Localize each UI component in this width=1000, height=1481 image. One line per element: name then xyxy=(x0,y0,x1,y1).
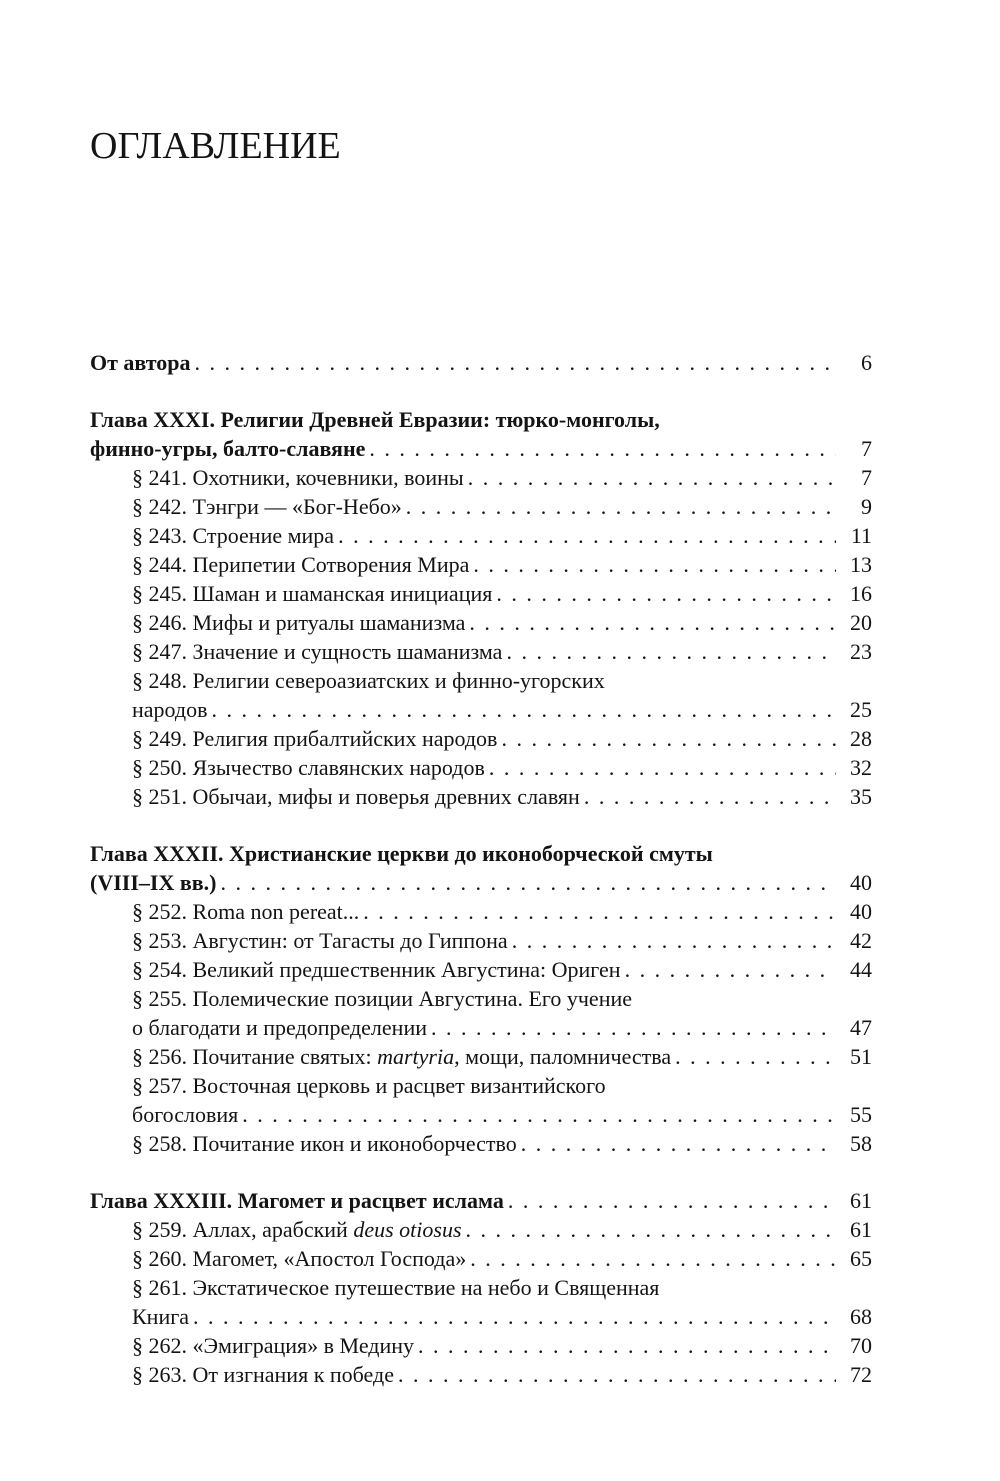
page-number: 44 xyxy=(850,957,872,982)
leader-dots xyxy=(496,579,836,608)
section-title: § 258. Почитание икон и иконоборчество xyxy=(132,1131,517,1156)
page-number: 58 xyxy=(850,1131,872,1156)
section-title xyxy=(132,1042,671,1071)
toc-section-261[interactable] xyxy=(90,1273,872,1302)
table-of-contents xyxy=(90,348,872,1389)
section-title-line: о благодати и предопределении xyxy=(132,1015,427,1040)
section-title: § 251. Обычаи, мифы и поверья древних славян xyxy=(132,784,580,809)
section-title-line: Книга xyxy=(132,1304,190,1329)
page-number: 55 xyxy=(850,1102,872,1127)
page-number: 6 xyxy=(861,350,872,375)
leader-dots xyxy=(212,695,837,724)
page-number: 65 xyxy=(850,1246,872,1271)
section-title: § 249. Религия прибалтийских народов xyxy=(132,726,498,751)
leader-dots xyxy=(469,608,836,637)
chapter-title: Глава XXXIII. Магомет и расцвет ислама xyxy=(90,1188,504,1213)
section-title-italic: martyria xyxy=(377,1044,455,1069)
leader-dots xyxy=(521,1129,836,1158)
section-title: § 241. Охотники, кочевники, воины xyxy=(132,465,464,490)
page-title: ОГЛАВЛЕНИЕ xyxy=(90,125,341,167)
toc-section-258[interactable] xyxy=(90,1129,872,1158)
page-number: 7 xyxy=(861,465,872,490)
section-title-italic: deus otiosus xyxy=(353,1217,462,1242)
page-number: 28 xyxy=(850,726,872,751)
toc-entry-title: От автора xyxy=(90,350,191,375)
leader-dots xyxy=(193,1302,836,1331)
leader-dots xyxy=(242,1100,836,1129)
leader-dots xyxy=(363,897,836,926)
page-number: 61 xyxy=(850,1188,872,1213)
toc-section-253[interactable] xyxy=(90,926,872,955)
leader-dots xyxy=(338,521,836,550)
leader-dots xyxy=(468,463,836,492)
chapter-heading-31[interactable] xyxy=(90,405,872,434)
section-title: § 263. От изгнания к победе xyxy=(132,1362,394,1387)
leader-dots xyxy=(431,1013,836,1042)
leader-dots xyxy=(369,434,836,463)
page-number: 11 xyxy=(850,523,872,548)
toc-section-245[interactable] xyxy=(90,579,872,608)
section-title-line: § 257. Восточная церковь и расцвет византийского xyxy=(132,1073,606,1098)
page-number: 25 xyxy=(850,697,872,722)
page-number: 9 xyxy=(861,494,872,519)
section-title: § 246. Мифы и ритуалы шаманизма xyxy=(132,610,466,635)
toc-section-241[interactable] xyxy=(90,463,872,492)
leader-dots xyxy=(195,348,836,377)
leader-dots xyxy=(506,637,836,666)
section-title: § 260. Магомет, «Апостол Господа» xyxy=(132,1246,467,1271)
leader-dots xyxy=(466,1215,836,1244)
leader-dots xyxy=(512,926,836,955)
toc-section-252[interactable] xyxy=(90,897,872,926)
section-title-line: § 255. Полемические позиции Августина. Его учение xyxy=(132,986,633,1011)
toc-section-247[interactable] xyxy=(90,637,872,666)
chapter-title-line: Глава XXXI. Религии Древней Евразии: тюрко-монголы, xyxy=(90,407,660,432)
toc-section-250[interactable] xyxy=(90,753,872,782)
page-number: 61 xyxy=(850,1217,872,1242)
leader-dots xyxy=(489,753,836,782)
section-title: § 245. Шаман и шаманская инициация xyxy=(132,581,493,606)
section-title: § 253. Августин: от Тагасты до Гиппона xyxy=(132,928,508,953)
page-number: 16 xyxy=(850,581,872,606)
page-number: 7 xyxy=(861,436,872,461)
page-number: 20 xyxy=(850,610,872,635)
toc-section-242[interactable] xyxy=(90,492,872,521)
toc-section-262[interactable] xyxy=(90,1331,872,1360)
leader-dots xyxy=(501,724,836,753)
section-title-line: богословия xyxy=(132,1102,239,1127)
chapter-title-line: Глава XXXII. Христианские церкви до иконоборческой смуты xyxy=(90,841,713,866)
toc-section-251[interactable] xyxy=(90,782,872,811)
toc-section-248-cont[interactable] xyxy=(90,695,872,724)
section-title-prefix: § 259. Аллах, арабский xyxy=(132,1217,354,1242)
section-title-line: народов xyxy=(132,697,208,722)
toc-section-257[interactable] xyxy=(90,1071,872,1100)
section-title: § 252. Roma non pereat... xyxy=(132,899,360,924)
toc-section-263[interactable] xyxy=(90,1360,872,1389)
section-title-line: § 248. Религии североазиатских и финно-угорских xyxy=(132,668,605,693)
leader-dots xyxy=(220,868,836,897)
page-number: 68 xyxy=(850,1304,872,1329)
leader-dots xyxy=(418,1331,836,1360)
section-title: § 247. Значение и сущность шаманизма xyxy=(132,639,503,664)
chapter-heading-32-cont[interactable] xyxy=(90,868,872,897)
leader-dots xyxy=(675,1042,836,1071)
leader-dots xyxy=(508,1186,836,1215)
page-number: 35 xyxy=(850,784,872,809)
leader-dots xyxy=(625,955,836,984)
chapter-heading-31-cont[interactable] xyxy=(90,434,872,463)
chapter-title-line: финно-угры, балто-славяне xyxy=(90,436,366,461)
toc-section-255-cont[interactable] xyxy=(90,1013,872,1042)
section-title: § 243. Строение мира xyxy=(132,523,335,548)
page-number: 47 xyxy=(850,1015,872,1040)
page-number: 42 xyxy=(850,928,872,953)
toc-section-260[interactable] xyxy=(90,1244,872,1273)
page-number: 70 xyxy=(850,1333,872,1358)
chapter-heading-32[interactable] xyxy=(90,839,872,868)
section-title: § 242. Тэнгри — «Бог-Небо» xyxy=(132,494,402,519)
toc-section-244[interactable] xyxy=(90,550,872,579)
chapter-heading-33[interactable] xyxy=(90,1186,872,1215)
toc-section-257-cont[interactable] xyxy=(90,1100,872,1129)
page-number: 23 xyxy=(850,639,872,664)
toc-section-261-cont[interactable] xyxy=(90,1302,872,1331)
toc-entry-author[interactable] xyxy=(90,348,872,377)
page-number: 40 xyxy=(850,899,872,924)
leader-dots xyxy=(470,1244,836,1273)
section-title: § 250. Язычество славянских народов xyxy=(132,755,485,780)
section-title-prefix: § 256. Почитание святых: xyxy=(132,1044,378,1069)
toc-section-259[interactable] xyxy=(90,1215,872,1244)
section-title xyxy=(132,1215,462,1244)
leader-dots xyxy=(406,492,836,521)
section-title-suffix: , мощи, паломничества xyxy=(454,1044,672,1069)
page-number: 40 xyxy=(850,870,872,895)
section-title-line: § 261. Экстатическое путешествие на небо и Священная xyxy=(132,1275,660,1300)
leader-dots xyxy=(584,782,836,811)
leader-dots xyxy=(398,1360,836,1389)
toc-section-248[interactable] xyxy=(90,666,872,695)
toc-section-243[interactable] xyxy=(90,521,872,550)
page-number: 32 xyxy=(850,755,872,780)
toc-section-246[interactable] xyxy=(90,608,872,637)
section-title: § 262. «Эмиграция» в Медину xyxy=(132,1333,415,1358)
page-number: 13 xyxy=(850,552,872,577)
toc-section-256[interactable] xyxy=(90,1042,872,1071)
page-number: 72 xyxy=(850,1362,872,1387)
chapter-title-line: (VIII–IX вв.) xyxy=(90,870,217,895)
toc-section-249[interactable] xyxy=(90,724,872,753)
page-number: 51 xyxy=(850,1044,872,1069)
toc-section-255[interactable] xyxy=(90,984,872,1013)
section-title: § 254. Великий предшественник Августина: Ориген xyxy=(132,957,621,982)
section-title: § 244. Перипетии Сотворения Мира xyxy=(132,552,470,577)
toc-section-254[interactable] xyxy=(90,955,872,984)
leader-dots xyxy=(473,550,836,579)
